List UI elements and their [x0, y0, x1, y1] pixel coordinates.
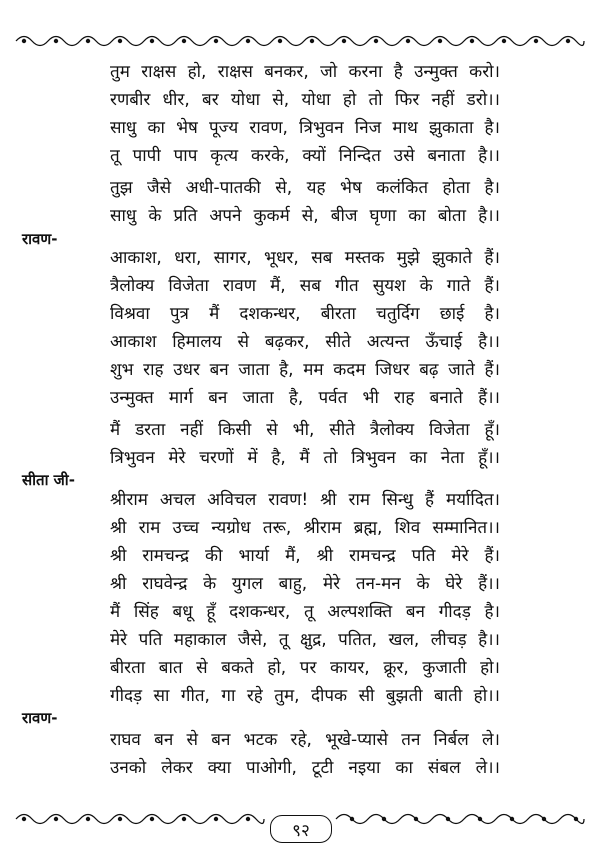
- verse-line: मैं सिंह बधू हूँ दशकन्धर, तू अल्पशक्ति बन गीदड़ है।: [110, 602, 500, 622]
- verse-line: राघव बन से बन भटक रहे, भूखे-प्यासे तन निर्बल ले।: [110, 730, 500, 750]
- verse-line: साधु के प्रति अपने कुकर्म से, बीज घृणा का बोता है।।: [110, 206, 500, 226]
- verse-line: तू पापी पाप कृत्य करके, क्यों निन्दित उसे बनाता है।।: [110, 146, 500, 166]
- verse-line: तुझ जैसे अधी-पातकी से, यह भेष कलंकित होता है।: [110, 178, 500, 198]
- verse-line: तुम राक्षस हो, राक्षस बनकर, जो करना है उन्मुक्त करो।: [110, 62, 500, 82]
- verse-line: गीदड़ सा गीत, गा रहे तुम, दीपक सी बुझती बाती हो।।: [110, 686, 500, 706]
- verse-line: मैं डरता नहीं किसी से भी, सीते त्रैलोक्य विजेता हूँ।: [110, 420, 500, 440]
- verse-line: उन्मुक्त मार्ग बन जाता है, पर्वत भी राह बनाते हैं।।: [110, 388, 500, 408]
- verse-line: आकाश, धरा, सागर, भूधर, सब मस्तक मुझे झुकाते हैं।: [110, 248, 500, 268]
- speaker-label: रावण-: [22, 709, 58, 727]
- verse-line: त्रैलोक्य विजेता रावण मैं, सब गीत सुयश के गाते हैं।: [110, 276, 500, 296]
- page-number: [270, 815, 332, 843]
- verse-line: श्री राघवेन्द्र के युगल बाहु, मेरे तन-मन के घेरे हैं।।: [110, 574, 500, 594]
- verse-line: श्री राम उच्च न्यग्रोध तरू, श्रीराम ब्रह्म, शिव सम्मानित।।: [110, 518, 500, 538]
- verse-line: उनको लेकर क्या पाओगी, टूटी नइया का संबल ले।।: [110, 758, 500, 778]
- verse-line: आकाश हिमालय से बढ़कर, सीते अत्यन्त ऊँचाई है।।: [110, 332, 500, 352]
- verse-line: साधु का भेष पूज्य रावण, त्रिभुवन निज माथ झुकाता है।: [110, 118, 500, 138]
- verse-line: श्रीराम अचल अविचल रावण! श्री राम सिन्धु हैं मर्यादित।: [110, 490, 500, 510]
- decorative-border-top: [14, 30, 586, 52]
- speaker-label: सीता जी-: [22, 471, 75, 489]
- verse-line: त्रिभुवन मेरे चरणों में है, मैं तो त्रिभुवन का नेता हूँ।।: [110, 448, 500, 468]
- verse-line: श्री रामचन्द्र की भार्या मैं, श्री रामचन्द्र पति मेरे हैं।: [110, 546, 500, 566]
- verse-line: मेरे पति महाकाल जैसे, तू क्षुद्र, पतित, खल, लीचड़ है।।: [110, 630, 500, 650]
- verse-line: रणबीर धीर, बर योधा से, योधा हो तो फिर नहीं डरो।।: [110, 90, 500, 110]
- verse-line: बीरता बात से बकते हो, पर कायर, क्रूर, कुजाती हो।: [110, 658, 500, 678]
- verse-line: शुभ राह उधर बन जाता है, मम कदम जिधर बढ़ जाते हैं।: [110, 360, 500, 380]
- verse-line: विश्रवा पुत्र मैं दशकन्धर, बीरता चतुर्दिग छाई है।: [110, 304, 500, 324]
- speaker-label: रावण-: [22, 230, 58, 248]
- page-number-text: ९२: [292, 820, 310, 841]
